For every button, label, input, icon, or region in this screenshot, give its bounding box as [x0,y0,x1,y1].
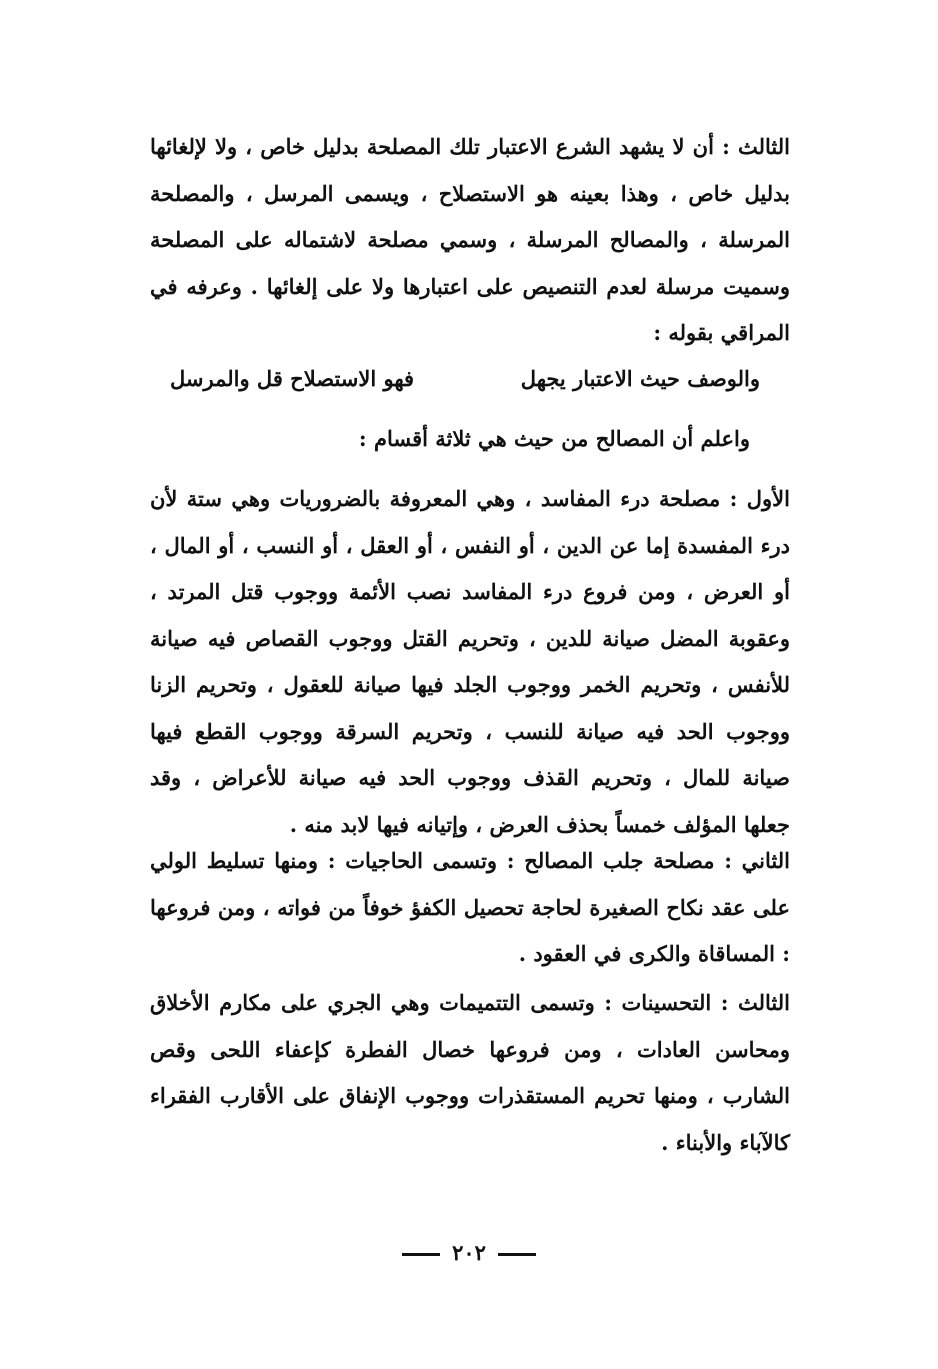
paragraph-first-category: الأول : مصلحة درء المفاسد ، وهي المعروفة بالضروريات وهي ستة لأن درء المفسدة إما عن الدين ، أو النفس ، أو العقل ، أو النسب ، أو المال ، أو العرض ، ومن فروع درء المفاسد نصب الأئمة ووجوب قتل المرتد ، وعقوبة المضل صيانة للدين ، وتحريم القتل ووجوب القصاص فيه صيانة للأنفس ، وتحريم الخمر ووجوب الجلد فيها صيانة للعقول ، وتحريم الزنا ووجوب الحد فيه صيانة للنسب ، وتحريم السرقة ووجوب القطع فيها صيانة للمال ، وتحريم القذف ووجوب الحد فيه صيانة للأعراض ، وقد جعلها المؤلف خمساً بحذف العرض ، وإتيانه فيها لابد منه . [150,486,790,837]
poetry-verse [170,356,760,402]
dash-divider [498,1253,536,1256]
verse-first-hemistich: والوصف حيث الاعتبار يجهل [520,366,760,391]
paragraph-third-condition: الثالث : أن لا يشهد الشرع الاعتبار تلك المصلحة بدليل خاص ، ولا لإلغائها بدليل خاص ، وهذا بعينه هو الاستصلاح ، ويسمى المرسل ، والمصلحة المرسلة ، والمصالح المرسلة ، وسمي مصلحة لاشتماله على المصلحة وسميت مرسلة لعدم التنصيص على اعتبارها ولا على إلغائها . وعرفه في المراقي بقوله : [150,134,790,345]
dash-divider [402,1253,440,1256]
paragraph-second-category: الثاني : مصلحة جلب المصالح : وتسمى الحاجيات : ومنها تسليط الولي على عقد نكاح الصغيرة لحاجة تحصيل الكفؤ خوفاً من فواته ، ومن فروعها : المساقاة والكرى في العقود . [150,848,790,966]
paragraph-third-category: الثالث : التحسينات : وتسمى التتميمات وهي الجري على مكارم الأخلاق ومحاسن العادات ، ومن فروعها خصال الفطرة كإعفاء اللحى وقص الشارب ، ومنها تحريم المستقذرات ووجوب الإنفاق على الأقارب الفقراء كالآباء والأبناء . [150,990,790,1155]
verse-second-hemistich: فهو الاستصلاح قل والمرسل [170,366,415,391]
page-number: ٢٠٢ [452,1240,486,1265]
paragraph-three-categories: واعلم أن المصالح من حيث هي ثلاثة أقسام : [358,426,750,451]
page-number-footer [0,1240,938,1265]
